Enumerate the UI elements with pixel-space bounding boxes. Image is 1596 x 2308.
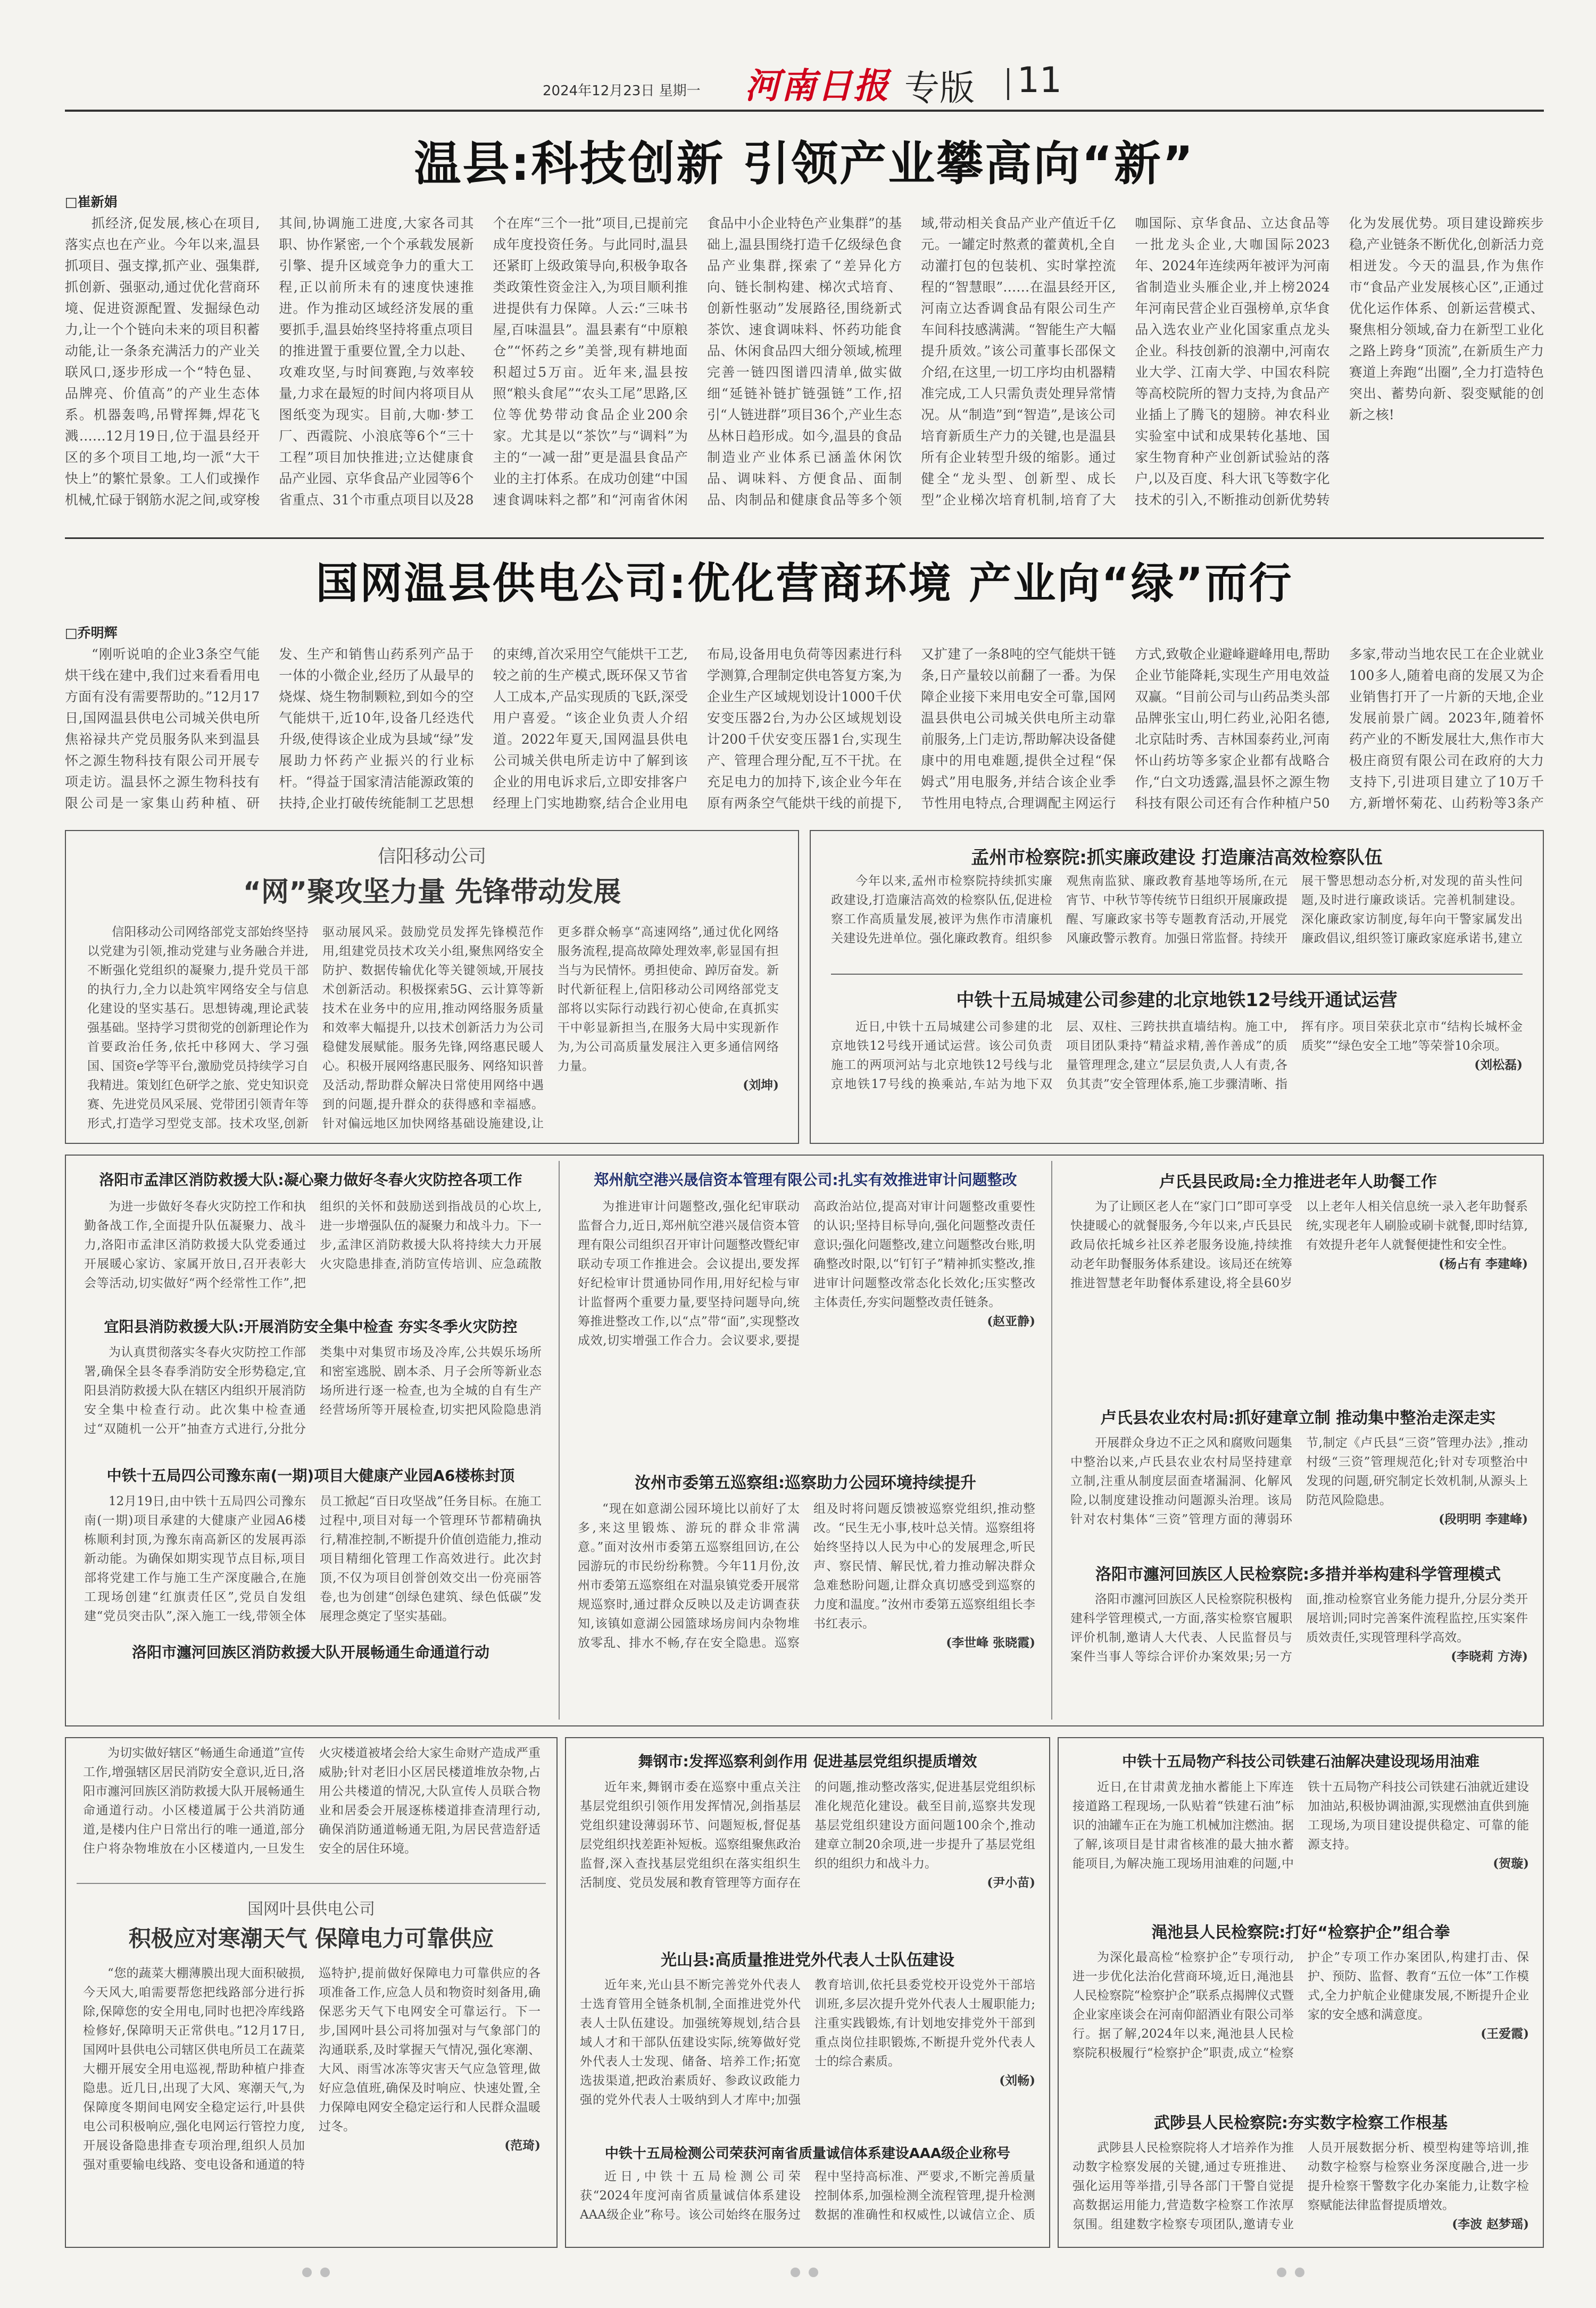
page-dot-icon[interactable] xyxy=(320,2268,330,2277)
article-author: (贺璇) xyxy=(1493,1856,1529,1871)
article-text: 抓经济,促发展,核心在项目,落实点也在产业。今年以来,温县抓项目、强支撑,抓产业、强集群,抓创新、强驱动,通过优化营商环境、促进资源配置、发掘绿色动力,让一个个链向未来的项目积蓄动能,让一条条充满活力的产业关联风口,逐步形成一个“特色显、品牌亮、价值高”的产业生态体系。机器轰鸣,吊臂挥舞,焊花飞溅……12月19日,位于温县经开区的多个项目工地,均一派“大干快上”的繁忙景象。工人们或操作机械,忙碌于钢筋水泥之间,或穿梭其间,协调施工进度,大家各司其职、协作紧密,一个个承载发展新引擎、提升区域竞争力的重大工程,正以前所未有的速度快速推进。作为推动区域经济发展的重要抓手,温县始终坚持将重点项目的推进置于重要位置,全力以赴、攻难攻坚,与时间赛跑,与效率较量,力求在最短的时间内将项目从图纸变为现实。目前,大咖·梦工厂、西霞院、小浪底等6个“三十工程”项目加快推进;立达健康食品产业园、京华食品产业园等6个省重点、31个市重点项目以及28个在库“三个一批”项目,已提前完成年度投资任务。与此同时,温县还紧盯上级政策导向,积极争取各类政策性资金注入,为项目顺利推进提供有力保障。人云:“三味书屋,百味温县”。温县素有“中原粮仓”“怀药之乡”美誉,现有耕地面积超过5万亩。近年来,温县按照“粮头食尾”“农头工尾”思路,区位等优势带动食品企业200余家。尤其是以“茶饮”与“调料”为主的“一减一甜”更是温县食品产业的主打体系。在成功创建“中国速食调味料之都”和“河南省休闲食品中小企业特色产业集群”的基础上,温县围绕打造千亿级绿色食品产业集群,探索了“差异化方向、链长制构建、梯次式培育、创新性驱动”发展路径,围绕新式茶饮、速食调味料、怀药功能食品、休闲食品四大细分领域,梳理完善一链四图谱四清单,做实做细“延链补链扩链强链”工作,招引“人链进群”项目36个,产业生态丛林日趋形成。如今,温县的食品制造业产业体系已涵盖休闲饮品、调味料、方便食品、面制品、肉制品和健康食品等多个领域,带动相关食品产业产值近千亿元。一罐定时熬煮的藿黄机,全自动灌打包的包装机、实时掌控流程的“智慧眼”……在温县经开区,河南立达香调食品有限公司生产车间科技感满满。“智能生产大幅提升质效。”该公司董事长邵保文介绍,在这里,一切工序均由机器精准完成,工人只需负责处理异常情况。从“制造”到“智造”,是该公司培育新质生产力的关键,也是温县所有企业转型升级的缩影。通过健全“龙头型、创新型、成长型”企业梯次培育机制,培育了大咖国际、京华食品、立达食品等一批龙头企业,大咖国际2023年、2024年连续两年被评为河南省制造业头雁企业,并上榜2024年河南民营企业百强榜单,京华食品入选农业产业化国家重点龙头企业。科技创新的浪潮中,河南农业大学、江南大学、中国农科院等高校院所的智力支持,为食品产业插上了腾飞的翅膀。神农科业实验室中试和成果转化基地、国家生物育种产业创新试验站的落户,以及百度、科大讯飞等数字化技术的引入,不断推动创新优势转化为发展优势。项目建设蹄疾步稳,产业链条不断优化,创新活力竞相迸发。今天的温县,作为焦作市“食品产业发展核心区”,正通过优化运作体系、创新运营模式、聚焦相分领域,奋力在新型工业化之路上跨身“顶流”,在新质生产力赛道上奔跑“出圈”,全力打造特色突出、蓄势向新、裂变赋能的创新之核! xyxy=(65,215,1544,508)
article-author: (王爱霞) xyxy=(1481,2027,1529,2041)
article-title: 宜阳县消防救援大队:开展消防安全集中检查 夯实冬季火灾防控 xyxy=(104,1318,518,1335)
issue-date: 2024年12月23日 星期一 xyxy=(543,83,701,99)
article-title: 中铁十五局物产科技公司铁建石油解决建设现场用油难 xyxy=(1121,1753,1479,1770)
article-author: (尹小苗) xyxy=(987,1875,1035,1890)
article-box xyxy=(565,1737,1050,2248)
page-dot-icon[interactable] xyxy=(791,2268,800,2277)
article-body xyxy=(84,1492,542,1635)
article-title: 国网温县供电公司:优化营商环境 产业向“绿”而行 xyxy=(315,559,1293,608)
article-text: 为深化最高检“检察护企”专项行动,进一步优化法治化营商环境,近日,渑池县人民检察院“检察护企”联系点揭牌仪式暨企业家座谈会在河南仰韶酒业有限公司举行。据了解,2024年以来,渑池县人民检察院积极履行“检察护企”职责,成立“检察护企”专项工作办案团队,构建打击、保护、预防、监督、教育“五位一体”工作模式,全力护航企业健康发展,不断提升企业家的安全感和满意度。 xyxy=(1073,1950,1529,2060)
article-box xyxy=(65,1737,558,2248)
article-box xyxy=(65,1155,1544,1726)
inner-divider xyxy=(77,1883,546,1884)
article-title: 洛阳市瀍河回族区消防救援大队开展畅通生命通道行动 xyxy=(131,1643,489,1661)
article-title: 舞钢市:发挥巡察利剑作用 促进基层党组织提质增效 xyxy=(638,1753,977,1770)
article-body xyxy=(1070,1433,1528,1556)
article-text: 开展群众身边不正之风和腐败问题集中整治以来,卢氏县农业农村局坚持建章立制,注重从制度层面查堵漏洞、化解风险,以制度建设推动问题源头治理。该局针对农村集体“三资”管理方面的薄弱环节,制定《卢氏县“三资”管理办法》,推动村级“三资”管理规范化;针对专项整治中发现的问题,研究制定长效机制,从源头上防范风险隐患。 xyxy=(1070,1436,1528,1526)
article-body xyxy=(1070,1197,1528,1399)
article-box xyxy=(1058,1737,1544,2248)
page-dot-icon[interactable] xyxy=(302,2268,312,2277)
article-text: 为进一步做好冬春火灾防控工作和执勤备战工作,全面提升队伍凝聚力、战斗力,洛阳市孟津区消防救援大队党委通过开展暖心家访、家属开放日,召开表彰大会等活动,切实做好“两个经常性工作”,把组织的关怀和鼓励送到指战员的心坎上,进一步增强队伍的凝聚力和战斗力。下一步,孟津区消防救援大队将持续大力开展火灾隐患排查,消防宣传培训、应急疏散 xyxy=(84,1200,542,1290)
column-divider xyxy=(1051,1161,1052,1720)
article-text: 近日,在甘肃黄龙抽水蓄能上下库连接道路工程现场,一队贴着“铁建石油”标识的油罐车正在为施工机械加注燃油。据了解,该项目是甘肃省核准的最大抽水蓄能项目,为解决施工现场用油难的问题,中铁十五局物产科技公司铁建石油就近建设加油站,积极协调油源,实现燃油直供到施工现场,为项目建设提供稳定、可靠的能源支持。 xyxy=(1073,1780,1529,1871)
article-body xyxy=(65,644,1544,819)
article-title: 中铁十五局检测公司荣获河南省质量诚信体系建设AAA级企业称号 xyxy=(604,2146,1011,2162)
article-text: 12月19日,由中铁十五局四公司豫东南(一期)项目承建的大健康产业园A6楼栋顺利封顶,为豫东南高新区的发展再添新动能。为确保如期实现节点目标,项目部将党建工作与施工生产深度融合,在施工现场创建“红旗责任区”,党员自发组建“党员突击队”,深入施工一线,带领全体员工掀起“百日攻坚战”任务目标。在施工过程中,项目对每一个管理环节都精确执行,精准控制,不断提升价值创造能力,推动项目精细化管理工作高效进行。此次封顶,不仅为项目创誉创效交出一份亮丽答卷,也为创建“创绿色建筑、绿色低碳”发展理念奠定了坚实基础。 xyxy=(84,1495,542,1623)
page-number: 11 xyxy=(1017,60,1062,101)
section-divider xyxy=(65,537,1544,539)
article-text: “刚听说咱的企业3条空气能烘干线在建中,我们过来看看用电方面有没有需要帮助的。”12月17日,国网温县供电公司城关供电所焦裕禄共产党员服务队来到温县怀之源生物科技有限公司开展专项走访。温县怀之源生物科技有限公司是一家集山药种植、研发、生产和销售山药系列产品于一体的小微企业,经历了从最早的烧煤、烧生物制颗粒,到如今的空气能烘干,近10年,设备几经迭代升级,使得该企业成为县域“绿”发展助力怀药产业振兴的行业标杆。“得益于国家清洁能源政策的扶持,企业打破传统能制工艺思想的束缚,首次采用空气能烘干工艺,较之前的生产模式,既环保又节省人工成本,产品实现质的飞跃,深受用户喜爱。“该企业负责人介绍道。2022年夏天,国网温县供电公司城关供电所走访中了解到该企业的用电诉求后,立即安排客户经理上门实地勘察,结合企业用电布局,设备用电负荷等因素进行科学测算,合理制定供电答复方案,为企业生产区域规划设计1000千伏安变压器2台,为办公区域规划设计200千伏安变压器1台,实现生产、管理合理分配,互不干扰。在充足电力的加持下,该企业今年在原有两条空气能烘干线的前提下,又扩建了一条8吨的空气能烘干链条,日产量较以前翻了一番。为保障企业接下来用电安全可靠,国网温县供电公司城关供电所主动靠前服务,上门走访,帮助解决设备健康中的用电难题,提供全过程“保姆式”用电服务,并结合该企业季节性用电特点,合理调配主网运行方式,致敬企业避峰避峰用电,帮助企业节能降耗,实现生产用电效益双赢。“目前公司与山药品类头部品牌张宝山,明仁药业,沁阳名德,北京陆时秀、吉林国泰药业,河南怀山药坊等多家企业都有战略合作,“白文功透露,温县怀之源生物科技有限公司还有合作种植户50多家,带动当地农民工在企业就业100多人,随着电商的发展又为企业销售打开了一片新的天地,企业发展前景广阔。2023年,随着怀药产业的不断发展壮大,焦作市大极庄商贸有限公司在政府的大力支持下,引进项目建立了10万千方,新增怀菊花、山药粉等3条产 xyxy=(65,646,1544,811)
header-rule xyxy=(65,110,1544,112)
article-author: (刘坤) xyxy=(743,1078,779,1092)
article-author: (段明明 李建峰) xyxy=(1439,1512,1528,1526)
article-body xyxy=(84,1343,542,1455)
page-dot-icon[interactable] xyxy=(1295,2268,1304,2277)
article-byline: □乔明辉 xyxy=(65,625,118,641)
article-author: (刘畅) xyxy=(999,2073,1035,2088)
article-author: (杨占有 李建峰) xyxy=(1439,1257,1528,1271)
article-text: 为了让顾区老人在“家门口”即可享受快捷暖心的就餐服务,今年以来,卢氏县民政局依托城乡社区养老服务设施,持续推动老年助餐服务体系建设。该局还在统筹推进智慧老年助餐体系建设,将全县60岁以上老年人相关信息统一录入老年助餐系统,实现老年人刷脸或刷卡就餐,即时结算,有效提升老年人就餐便捷性和安全性。 xyxy=(1070,1200,1528,1290)
article-title: 卢氏县民政局:全力推进老年人助餐工作 xyxy=(1159,1173,1437,1191)
column-divider xyxy=(559,1161,560,1720)
article-body xyxy=(1073,1948,1529,2102)
article-text: 武陟县人民检察院将人才培养作为推动数字检察发展的关键,通过专班推进、强化运用等举措,引导各部门干警自觉提高数据运用能力,营造数字检察工作浓厚氛围。组建数字检察专项团队,邀请专业人员开展数据分析、模型构建等培训,推动数字检察与检察业务深度融合,进一步提升检察干警数字化办案能力,让数字检察赋能法律监督提质增效。 xyxy=(1073,2141,1529,2231)
article-kicker: 国网叶县供电公司 xyxy=(247,1900,375,1919)
article-text: “您的蔬菜大棚薄膜出现大面积破损,今天风大,咱需要帮您把线路部分进行拆除,保障您的安全用电,同时也把冷库线路检修好,保障明天正常供电。”12月17日,国网叶县供电公司辖区供电所员工在蔬菜大棚开展安全用电巡视,帮助种植户排查隐患。近几日,出现了大风、寒潮天气,为保障度冬期间电网安全稳定运行,叶县供电公司积极响应,强化电网运行管控力度,开展设备隐患排查专项治理,组织人员加强对重要输电线路、变电设备和通道的特巡特护,提前做好保障电力可靠供应的各项准备工作,应急人员和物资时刻备用,确保恶劣天气下电网安全可靠运行。下一步,国网叶县公司将加强对与气象部门的沟通联系,及时掌握天气情况,强化寒潮、大风、雨雪冰冻等灾害天气应急管理,做好应急值班,确保及时响应、快速处置,全力保障电网安全稳定运行和人民群众温暖过冬。 xyxy=(83,1966,541,2172)
article-title: 洛阳市孟津区消防救援大队:凝心聚力做好冬春火灾防控各项工作 xyxy=(99,1171,522,1189)
article-body xyxy=(831,1017,1523,1134)
article-title: 光山县:高质量推进党外代表人士队伍建设 xyxy=(661,1951,954,1970)
article-body xyxy=(831,871,1523,966)
article-body xyxy=(84,1197,542,1304)
article-body xyxy=(580,1975,1035,2135)
article-author: (赵亚静) xyxy=(987,1314,1035,1329)
article-body xyxy=(578,1197,1035,1463)
article-title: 积极应对寒潮天气 保障电力可靠供应 xyxy=(128,1925,494,1952)
section-name: 专版 xyxy=(904,68,975,109)
page-separator xyxy=(1007,68,1009,100)
article-text: 洛阳市瀍河回族区人民检察院积极构建科学管理模式,一方面,落实检察官履职评价机制,邀请人大代表、人民监督员与案件当事人等综合评价办案效果;另一方面,推动检察官业务能力提升,分层分类开展培训;同时完善案件流程监控,压实案件质效责任,实现管理科学高效。 xyxy=(1070,1592,1528,1664)
page-dot-icon[interactable] xyxy=(1277,2268,1286,2277)
article-title: 郑州航空港兴晟信资本管理有限公司:扎实有效推进审计问题整改 xyxy=(594,1171,1017,1189)
article-author: (刘松磊) xyxy=(1474,1058,1523,1072)
article-title: 孟州市检察院:抓实廉政建设 打造廉洁高效检察队伍 xyxy=(971,847,1383,868)
inner-divider xyxy=(831,974,1523,975)
article-title: 汝州市委第五巡察组:巡察助力公园环境持续提升 xyxy=(635,1474,976,1492)
article-byline: □崔新娟 xyxy=(65,194,118,210)
article-body xyxy=(1070,1590,1528,1717)
article-text: 近年来,舞钢市委在巡察中重点关注基层党组织引领作用发挥情况,剑指基层党组织建设薄弱环节、问题短板,督促基层党组织找差距补短板。巡察组聚焦政治监督,深入查找基层党组织在落实组织生活制度、党员发展和教育管理等方面存在的问题,推动整改落实,促进基层党组织标准化规范化建设。截至目前,巡察共发现基层党组织建设方面问题100余个,推动建章立制20余项,进一步提升了基层党组织的组织力和战斗力。 xyxy=(580,1780,1035,1890)
article-kicker: 信阳移动公司 xyxy=(378,846,486,867)
article-text: 近年来,光山县不断完善党外代表人士选育管用全链条机制,全面推进党外代表人士队伍建设。加强统筹规划,结合县域人才和干部队伍建设实际,统筹做好党外代表人士发现、储备、培养工作;拓宽选拔渠道,把政治素质好、参政议政能力强的党外代表人士吸纳到人才库中;加强教育培训,依托县委党校开设党外干部培训班,多层次提升党外代表人士履职能力;注重实践锻炼,有计划地安排党外干部到重点岗位挂职锻炼,不断提升党外代表人士的综合素质。 xyxy=(580,1978,1035,2107)
article-body xyxy=(1073,1778,1529,1911)
article-title: 武陟县人民检察院:夯实数字检察工作根基 xyxy=(1154,2114,1448,2132)
article-author: (范琦) xyxy=(504,2138,541,2153)
article-text: 为认真贯彻落实冬春火灾防控工作部署,确保全县冬春季消防安全形势稳定,宜阳县消防救援大队在辖区内组织开展消防安全集中检查行动。此次集中检查通过“双随机一公开”抽查方式进行,分批分类集中对集贸市场及冷库,公共娱乐场所和密室逃脱、剧本杀、月子会所等新业态场所进行逐一检查,也为全城的自有生产经营场所等开展检查,切实把风险隐患消 xyxy=(84,1346,542,1436)
newspaper-logo: 河南日报 xyxy=(745,65,890,106)
article-box xyxy=(65,830,799,1144)
article-title: 温县:科技创新 引领产业攀高向“新” xyxy=(414,136,1195,191)
article-text: 近日,中铁十五局城建公司参建的北京地铁12号线开通试运营。该公司负责施工的两项河站与北京地铁12号线与北京地铁17号线的换乘站,车站为地下双层、双柱、三跨扶拱直墙结构。施工中,项目团队秉持“精益求精,善作善成”的质量管理理念,建立“层层负责,人人有责,各负其责”安全管理体系,施工步骤清晰、指挥有序。项目荣获北京市“结构长城杯金质奖”“绿色安全工地”等荣誉10余项。 xyxy=(831,1020,1523,1091)
article-body xyxy=(580,1778,1035,1937)
article-title: 卢氏县农业农村局:抓好建章立制 推动集中整治走深走实 xyxy=(1100,1409,1496,1427)
article-body xyxy=(65,213,1544,527)
article-author: (李晓莉 方涛) xyxy=(1451,1649,1528,1664)
article-author: (李世峰 张晓霞) xyxy=(946,1635,1035,1650)
page-dot-icon[interactable] xyxy=(809,2268,818,2277)
article-title: 渑池县人民检察院:打好“检察护企”组合拳 xyxy=(1151,1923,1450,1942)
article-title: 中铁十五局城建公司参建的北京地铁12号线开通试运营 xyxy=(956,990,1398,1011)
article-title: 洛阳市瀍河回族区人民检察院:多措并举构建科学管理模式 xyxy=(1095,1565,1501,1584)
article-body xyxy=(1073,2138,1529,2243)
article-body xyxy=(83,1744,541,1877)
article-text: 为切实做好辖区“畅通生命通道”宣传工作,增强辖区居民消防安全意识,近日,洛阳市瀍河回族区消防救援大队开展畅通生命通道行动。小区楼道属于公共消防通道,是楼内住户日常出行的唯一通道,部分住户将杂物堆放在小区楼道内,一旦发生火灾楼道被堵会给大家生命财产造成严重威胁;针对老旧小区居民楼道堆放杂物,占用公共楼道的情况,大队宣传人员联合物业和居委会开展逐栋楼道排查清理行动,确保消防通道畅通无阻,为居民营造舒适安全的居住环境。 xyxy=(83,1746,541,1856)
article-box xyxy=(810,830,1544,1144)
article-author: (李波 赵梦瑶) xyxy=(1452,2217,1529,2231)
article-body xyxy=(83,1964,541,2240)
article-text: 为推进审计问题整改,强化纪审联动监督合力,近日,郑州航空港兴晟信资本管理有限公司组织召开审计问题整改暨纪审联动专项工作推进会。会议提出,要发挥好纪检审计贯通协同作用,用好纪检与审计监督两个重要力量,要坚持问题导向,统筹推进整改工作,以“点”带“面”,实现整改成效,切实增强工作合力。会议要求,要提高政治站位,提高对审计问题整改重要性的认识;坚持目标导向,强化问题整改责任意识;强化问题整改,建立问题整改台账,明确整改时限,以“钉钉子”精神抓实整改,推进审计问题整改常态化长效化;压实整改主体责任,夯实问题整改责任链条。 xyxy=(578,1200,1035,1348)
article-text: 近日,中铁十五局检测公司荣获“2024年度河南省质量诚信体系建设AAA级企业”称号。该公司始终在服务过程中坚持高标准、严要求,不断完善质量控制体系,加强检测全流程管理,提升检测数据的准确性和权威性,以诚信立企、质 xyxy=(580,2170,1035,2222)
article-text: 今年以来,孟州市检察院持续抓实廉政建设,打造廉洁高效的检察队伍,促进检察工作高质量发展,被评为焦作市清廉机关建设先进单位。强化廉政教育。组织参观焦南监狱、廉政教育基地等场所,在元宵节、中秋节等传统节日组织开展廉政提醒、写廉政家书等专题教育活动,开展党风廉政警示教育。加强日常监督。持续开展干警思想动态分析,对发现的苗头性问题,及时进行廉政谈话。完善机制建设。深化廉政家访制度,每年向干警家属发出廉政倡议,组织签订廉政家庭承诺书,建立 xyxy=(831,874,1523,945)
article-title: 中铁十五局四公司豫东南(一期)项目大健康产业园A6楼栋封顶 xyxy=(106,1467,515,1484)
article-title: “网”聚攻坚力量 先锋带动发展 xyxy=(243,876,621,908)
article-text: 信阳移动公司网络部党支部始终坚持以党建为引领,推动党建与业务融合并进,不断强化党组织的凝聚力,提升党员干部的执行力,全力以赴筑牢网络安全与信息化建设的坚实基石。思想铸魂,理论武装强基础。坚持学习贯彻党的创新理论作为首要政治任务,依托中移网大、学习强国、国资e学等平台,激励党员持续学习自我精进。策划红色研学之旅、党史知识竞赛、先进党员风采展、党带团引领青年等形式,打造学习型党支部。技术攻坚,创新驱动展风采。鼓励党员发挥先锋模范作用,组建党员技术攻关小组,聚焦网络安全防护、数据传输优化等关键领域,开展技术创新活动。积极探索5G、云计算等新技术在业务中的应用,推动网络服务质量和效率大幅提升,以技术创新活力为公司稳健发展赋能。服务先锋,网络惠民暖人心。积极开展网络惠民服务、网络知识普及活动,帮助群众解决日常使用网络中遇到的问题,提升群众的获得感和幸福感。针对偏远地区加快网络基础设施建设,让更多群众畅享“高速网络”,通过优化网络服务流程,提高故障处理效率,彰显国有担当与为民情怀。勇担使命、踔厉奋发。新时代新征程上,信阳移动公司网络部党支部将以实际行动践行初心使命,在真抓实干中彰显新担当,在服务大局中实现新作为,为公司高质量发展注入更多通信网络力量。 xyxy=(87,925,779,1131)
article-text: “现在如意湖公园环境比以前好了太多,来这里锻炼、游玩的群众非常满意。”面对汝州市委第五巡察组回访,在公园游玩的市民纷纷称赞。今年11月份,汝州市委第五巡察组在对温泉镇党委开展常规巡察时,通过群众反映以及走访调查获知,该镇如意湖公园篮球场房间内杂物堆放零乱、排水不畅,存在安全隐患。巡察组及时将问题反馈被巡察党组织,推动整改。“民生无小事,枝叶总关情。巡察组将始终坚持以人民为中心的发展理念,听民声、察民情、解民忧,着力推动解决群众急难愁盼问题,让群众真切感受到巡察的力度和温度。”汝州市委第五巡察组组长李书红表示。 xyxy=(578,1502,1035,1650)
article-body xyxy=(580,2167,1035,2241)
article-body xyxy=(87,923,779,1135)
article-body xyxy=(578,1499,1035,1717)
